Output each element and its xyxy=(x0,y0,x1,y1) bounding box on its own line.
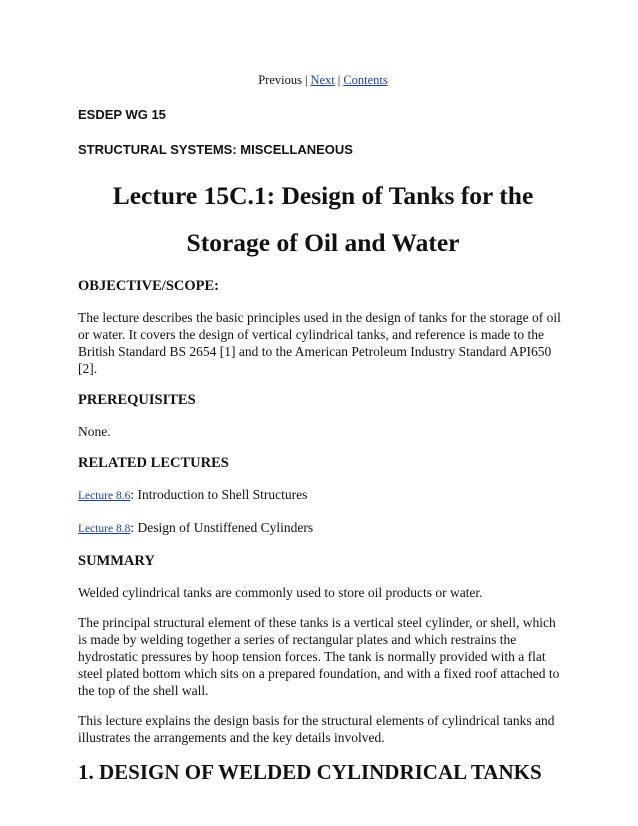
objective-heading: OBJECTIVE/SCOPE: xyxy=(78,278,219,294)
lecture-title-line-1: Lecture 15C.1: Design of Tanks for the xyxy=(112,181,534,210)
prerequisites-heading: PREREQUISITES xyxy=(78,392,196,408)
related-lecture-item xyxy=(78,486,568,505)
summary-paragraph-1: Welded cylindrical tanks are commonly used to store oil products or water. xyxy=(78,585,483,600)
previous-label: Previous xyxy=(258,73,302,87)
contents-link[interactable]: Contents xyxy=(343,73,388,87)
working-group-header: ESDEP WG 15 xyxy=(78,107,166,122)
structural-systems-header: STRUCTURAL SYSTEMS: MISCELLANEOUS xyxy=(78,142,353,157)
related-lecture-text: : Introduction to Shell Structures xyxy=(130,487,308,502)
document-page xyxy=(78,0,568,784)
objective-text: The lecture describes the basic principles used in the design of tanks for the storage of oil or water. It covers the design of vertical cylindrical tanks, and reference is made to the British Standard BS 2654 [1] and to the American Petroleum Industry Standard API650 [2]. xyxy=(78,310,561,376)
next-link[interactable]: Next xyxy=(310,73,335,87)
summary-heading: SUMMARY xyxy=(78,553,155,569)
summary-paragraph-3: This lecture explains the design basis for the structural elements of cylindrical tanks and illustrates the arrangements and the key details involved. xyxy=(78,713,555,745)
lecture-title xyxy=(78,172,568,266)
page-navigation xyxy=(78,72,568,88)
related-lecture-item xyxy=(78,519,568,538)
section-1-heading: 1. DESIGN OF WELDED CYLINDRICAL TANKS xyxy=(78,760,542,784)
lecture-title-line-2: Storage of Oil and Water xyxy=(186,228,460,257)
related-lectures-heading: RELATED LECTURES xyxy=(78,455,229,471)
lecture-8-6-link[interactable]: Lecture 8.6 xyxy=(78,490,131,502)
prerequisites-text: None. xyxy=(78,424,111,439)
nav-separator: | xyxy=(337,73,341,87)
lecture-8-8-link[interactable]: Lecture 8.8 xyxy=(78,523,131,535)
summary-paragraph-2: The principal structural element of these tanks is a vertical steel cylinder, or shell, which is made by welding together a series of rectangular plates and which restrains the hydrostatic pressures by hoop tension forces. The tank is normally provided with a flat steel plated bottom which sits on a prepared foundation, and with a fixed roof attached to the top of the shell wall. xyxy=(78,615,560,698)
related-lecture-text: : Design of Unstiffened Cylinders xyxy=(130,520,314,535)
nav-separator: | xyxy=(304,73,308,87)
